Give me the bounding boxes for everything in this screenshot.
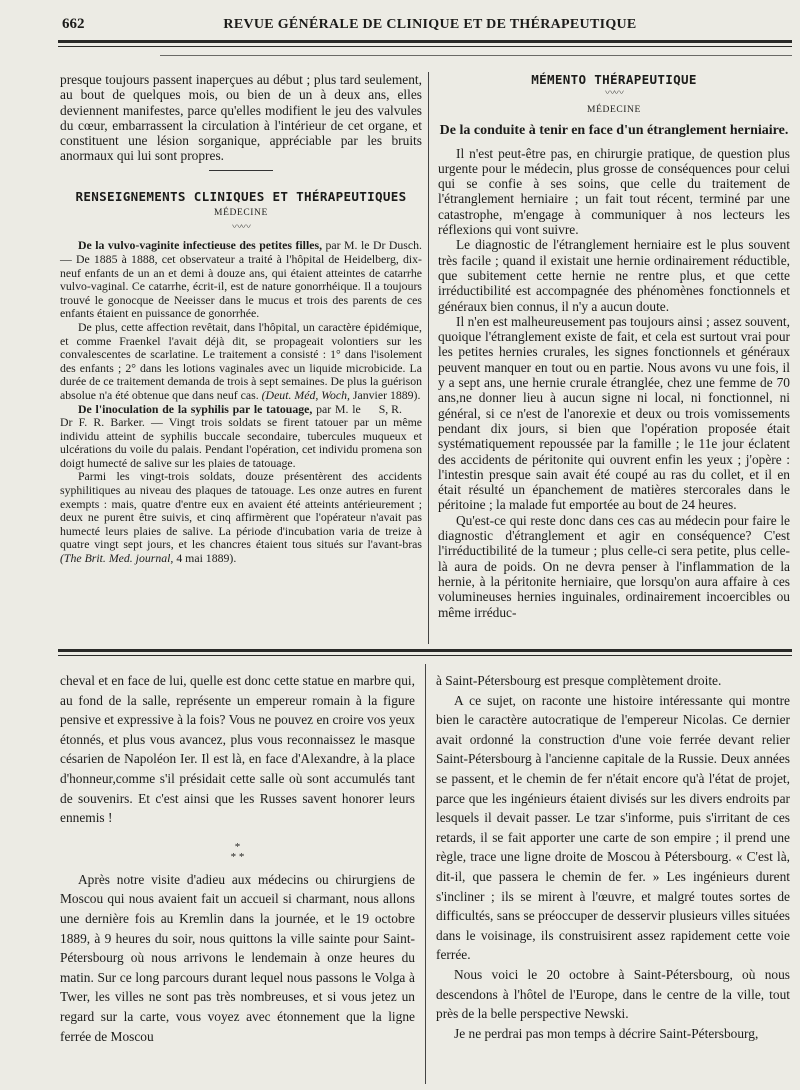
article-reference-date: Janvier 1889). bbox=[349, 387, 421, 402]
paragraph: A ce sujet, on raconte une histoire intéressante qui montre bien le caractère autocratique de l'empereur Nicolas. Ce dernier avait ordonné la construction d'une voie ferrée devant relier Saint-Pétersbourg à l'ancienne capitale de la Russie. Deux années se passent, et le chemin de fer n'était encore qu'à l'état de projet, parce que les ingénieurs étaient divisés sur les divers endroits par lesquels il devait passer. Le tzar s'informe, puis s'irritant de ces retards, il se fait apporter une carte de son empire ; il prend une règle, trace une ligne droite de Moscou à Pétersbourg. « C'est là, dit-il, que passera le chemin de fer. » Les ingénieurs durent s'incliner ; ils se mirent à l'œuvre, et malgré toutes sortes de difficultés, sans se préoccuper de desservir plusieurs villes situées dans le voisinage, ils construisirent assez rapidement cette voie ferrée. bbox=[436, 692, 790, 963]
article-text: par M. le Dr F. R. Barker. — Vingt trois soldats se firent tatouer par un même individu atteint de syphilis buccale secondaire, tubercules muqueux et ulcérations du voile du palais. Pendant l'opération, cet individu promena son doigt humecté de salive sur les plaies de tatouage. bbox=[60, 401, 422, 470]
column-divider-lower bbox=[425, 664, 426, 1084]
paragraph: Nous voici le 20 octobre à Saint-Pétersbourg, où nous descendons à l'hôtel de l'Europe, dans le centre de la ville, tout près de la belle perspective Newski. bbox=[436, 966, 790, 1022]
paragraph: à Saint-Pétersbourg est presque complètement droite. bbox=[436, 673, 722, 688]
header-rule-extra bbox=[160, 55, 792, 56]
article-syphilis-tatouage bbox=[60, 403, 422, 566]
page-number: 662 bbox=[62, 16, 85, 32]
article-reference: (Deut. Méd, Woch, bbox=[261, 387, 350, 402]
section-subheading: MÉDECINE bbox=[214, 208, 268, 219]
paragraph: presque toujours passent inaperçues au début ; plus tard seulement, au bout de quelques mois, ou bien de un à deux ans, elles deviennent manifestes, parce qu'elles modifient le jeu des valvules du cœur, embarrassent la circulation à l'intérieur de cet organe, et constituent une lésion sorganique, appréciable par les bruits anormaux qui lui sont propres. bbox=[60, 72, 422, 164]
upper-right-column bbox=[438, 72, 790, 620]
ornament: 〰〰 bbox=[605, 88, 623, 100]
lower-left-column bbox=[60, 671, 415, 1046]
article-title: De la conduite à tenir en face d'un étranglement herniaire. bbox=[439, 122, 789, 138]
running-title: REVUE GÉNÉRALE DE CLINIQUE ET DE THÉRAPEUTIQUE bbox=[223, 17, 637, 32]
upper-left-column bbox=[60, 72, 422, 566]
article-text: De plus, cette affection revêtait, dans l'hôpital, un caractère épidémique, et comme Fraenkel l'avait déjà dit, se propageait volontiers sur les convalescentes de scarlatine. Le traitement a consisté : 1° dans l'isolement des enfants ; 2° dans les lotions vaginales avec un liquide microbicide. La durée de ce traitement demanda de trois à sept semaines. De plus la guérison absolue n'a été obtenue que dans neuf cas. bbox=[60, 319, 422, 402]
article-title: De la vulvo-vaginite infectieuse des petites filles, bbox=[78, 238, 323, 253]
article-reference: (The Brit. Med. journal, bbox=[60, 551, 174, 566]
paragraph: Le diagnostic de l'étranglement herniaire est le plus souvent très facile ; quand il existait une hernie ordinairement réductible, que subitement cette hernie ne rentre plus, et que cette irréductibilité est accompagnée des phénomènes fonctionnels et généraux bien connus, il n'y a aucun doute. bbox=[438, 237, 790, 314]
author-initials: S, R. bbox=[378, 401, 402, 416]
article-reference-date: 4 mai 1889). bbox=[173, 551, 237, 566]
separator-dash bbox=[209, 170, 273, 171]
lower-right-column bbox=[436, 671, 790, 1043]
header-rule-thick bbox=[58, 40, 792, 43]
paragraph: cheval et en face de lui, quelle est donc cette statue en marbre qui, au fond de la salle, représente un empereur romain à la figure pensive et expressive à la fois? Vous ne pouvez en croire vos yeux étonnés, et plus vous avancez, plus vous reconnaissez le masque césarien de Napoléon Ier. Il est là, en face d'Alexandre, à la place d'honneur,comme s'il présidait cette salle où sont accumulés tant de souvenirs. Et c'est ainsi que les Russes savent honorer leurs ennemis ! bbox=[60, 673, 415, 826]
ornament: 〰〰 bbox=[232, 222, 250, 234]
section-subheading: MÉDECINE bbox=[587, 105, 641, 116]
section-heading: MÉMENTO THÉRAPEUTIQUE bbox=[531, 72, 697, 87]
block-rule-thick bbox=[58, 649, 792, 652]
paragraph: Après notre visite d'adieu aux médecins ou chirurgiens de Moscou qui nous avaient fait un accueil si charmant, nous allons une dernière fois au Kremlin dans la journée, et le 19 octobre 1889, à 9 heures du soir, nous quittons la ville sainte pour Saint-Pétersbourg où nous arrivons le lendemain à onze heures du matin. Sur ce long parcours durant lequel nous passons le Volga à Twer, les villes ne sont pas très nombreuses, et si vous jetez un regard sur la carte, vous voyez avec étonnement que la ligne ferrée de Moscou bbox=[60, 871, 415, 1044]
column-divider-upper bbox=[428, 72, 429, 644]
paragraph: Je ne perdrai pas mon temps à décrire Saint-Pétersbourg, bbox=[454, 1025, 759, 1041]
article-text: Parmi les vingt-trois soldats, douze présentèrent des accidents syphilitiques au niveau des plaques de tatouage. Les onze autres en furent exempts : mais, quatre d'entre eux en avaient été atteints antérieurement ; deux ne purent être suivis, et cinq affirmèrent que l'opérateur n'avait pas humecté leurs plaies de salive. La période d'incubation varia de treize à quatre vingt sept jours, et les chancres étaient tous situés sur l'avant-bras bbox=[60, 469, 422, 552]
paragraph: Il n'est peut-être pas, en chirurgie pratique, de question plus urgente pour le médecin, plus grosse de conséquences pour celui qui se confie à ses soins, que celle du traitement de l'étranglement herniaire ; un fait tout récent, terminé par une catastrophe, m'engage à communiquer à nos lecteurs les réflexions qui vont suivre. bbox=[438, 145, 790, 238]
header-rule-thin bbox=[58, 46, 792, 47]
article-title: De l'inoculation de la syphilis par le tatouage, bbox=[78, 401, 313, 416]
block-rule-thin bbox=[58, 655, 792, 656]
section-heading: RENSEIGNEMENTS CLINIQUES ET THÉRAPEUTIQUES bbox=[75, 188, 407, 204]
paragraph: Il n'en est malheureusement pas toujours ainsi ; assez souvent, quoique l'étranglement existe de fait, et cela est surtout vrai pour les petites hernies crurales, les signes fonctionnels et généraux peuvent manquer en tout ou en partie. Nous avons vu une fois, il y a sept ans, une hernie crurale étranglée, chez une femme de 70 ans,ne donner lieu à aucun signe ni local, ni fonctionnel, ni général, si ce n'est de l'anorexie et deux ou trois vomissements pendant dix jours, si bien que l'opération proposée était systématiquement repoussée par la famille ; le 11e jour éclatent des accidents de péritonite qui ouvrent enfin les yeux ; j'opère : l'intestin presque sain avait été coupé au ras du collet, et il en était résulté un épanchement de matières stercorales dans le péritoine ; la malade fut emportée au bout de 24 heures. bbox=[438, 313, 790, 513]
article-text: par M. le Dr Dusch. — De 1885 à 1888, cet observateur a traité à l'hôpital de Heidelberg, dix-neuf enfants de un an et demi à douze ans, qui étaient atteintes de catarrhe vulvo-vaginal. Ce catarrhe, écrit-il, est de nature gonorrhéique. Il a toujours trouvé le gonocque de Neeisser dans le mucus et trois des parents de ces enfants étaient en puissance de gonorrhée. bbox=[60, 238, 422, 321]
section-break-stars: * * * bbox=[230, 840, 245, 863]
paragraph: Qu'est-ce qui reste donc dans ces cas au médecin pour faire le diagnostic d'étranglement et agir en conséquence? C'est l'irréductibilité de la tumeur ; plus celle-ci sera petite, plus celle-là aura de poids. On ne devra penser à l'inflammation de la hernie, à la péritonite herniaire, que lorsqu'on aura affaire à ces volumineuses hernies inguinales, ordinairement incoercibles ou même irréduc- bbox=[438, 512, 790, 620]
